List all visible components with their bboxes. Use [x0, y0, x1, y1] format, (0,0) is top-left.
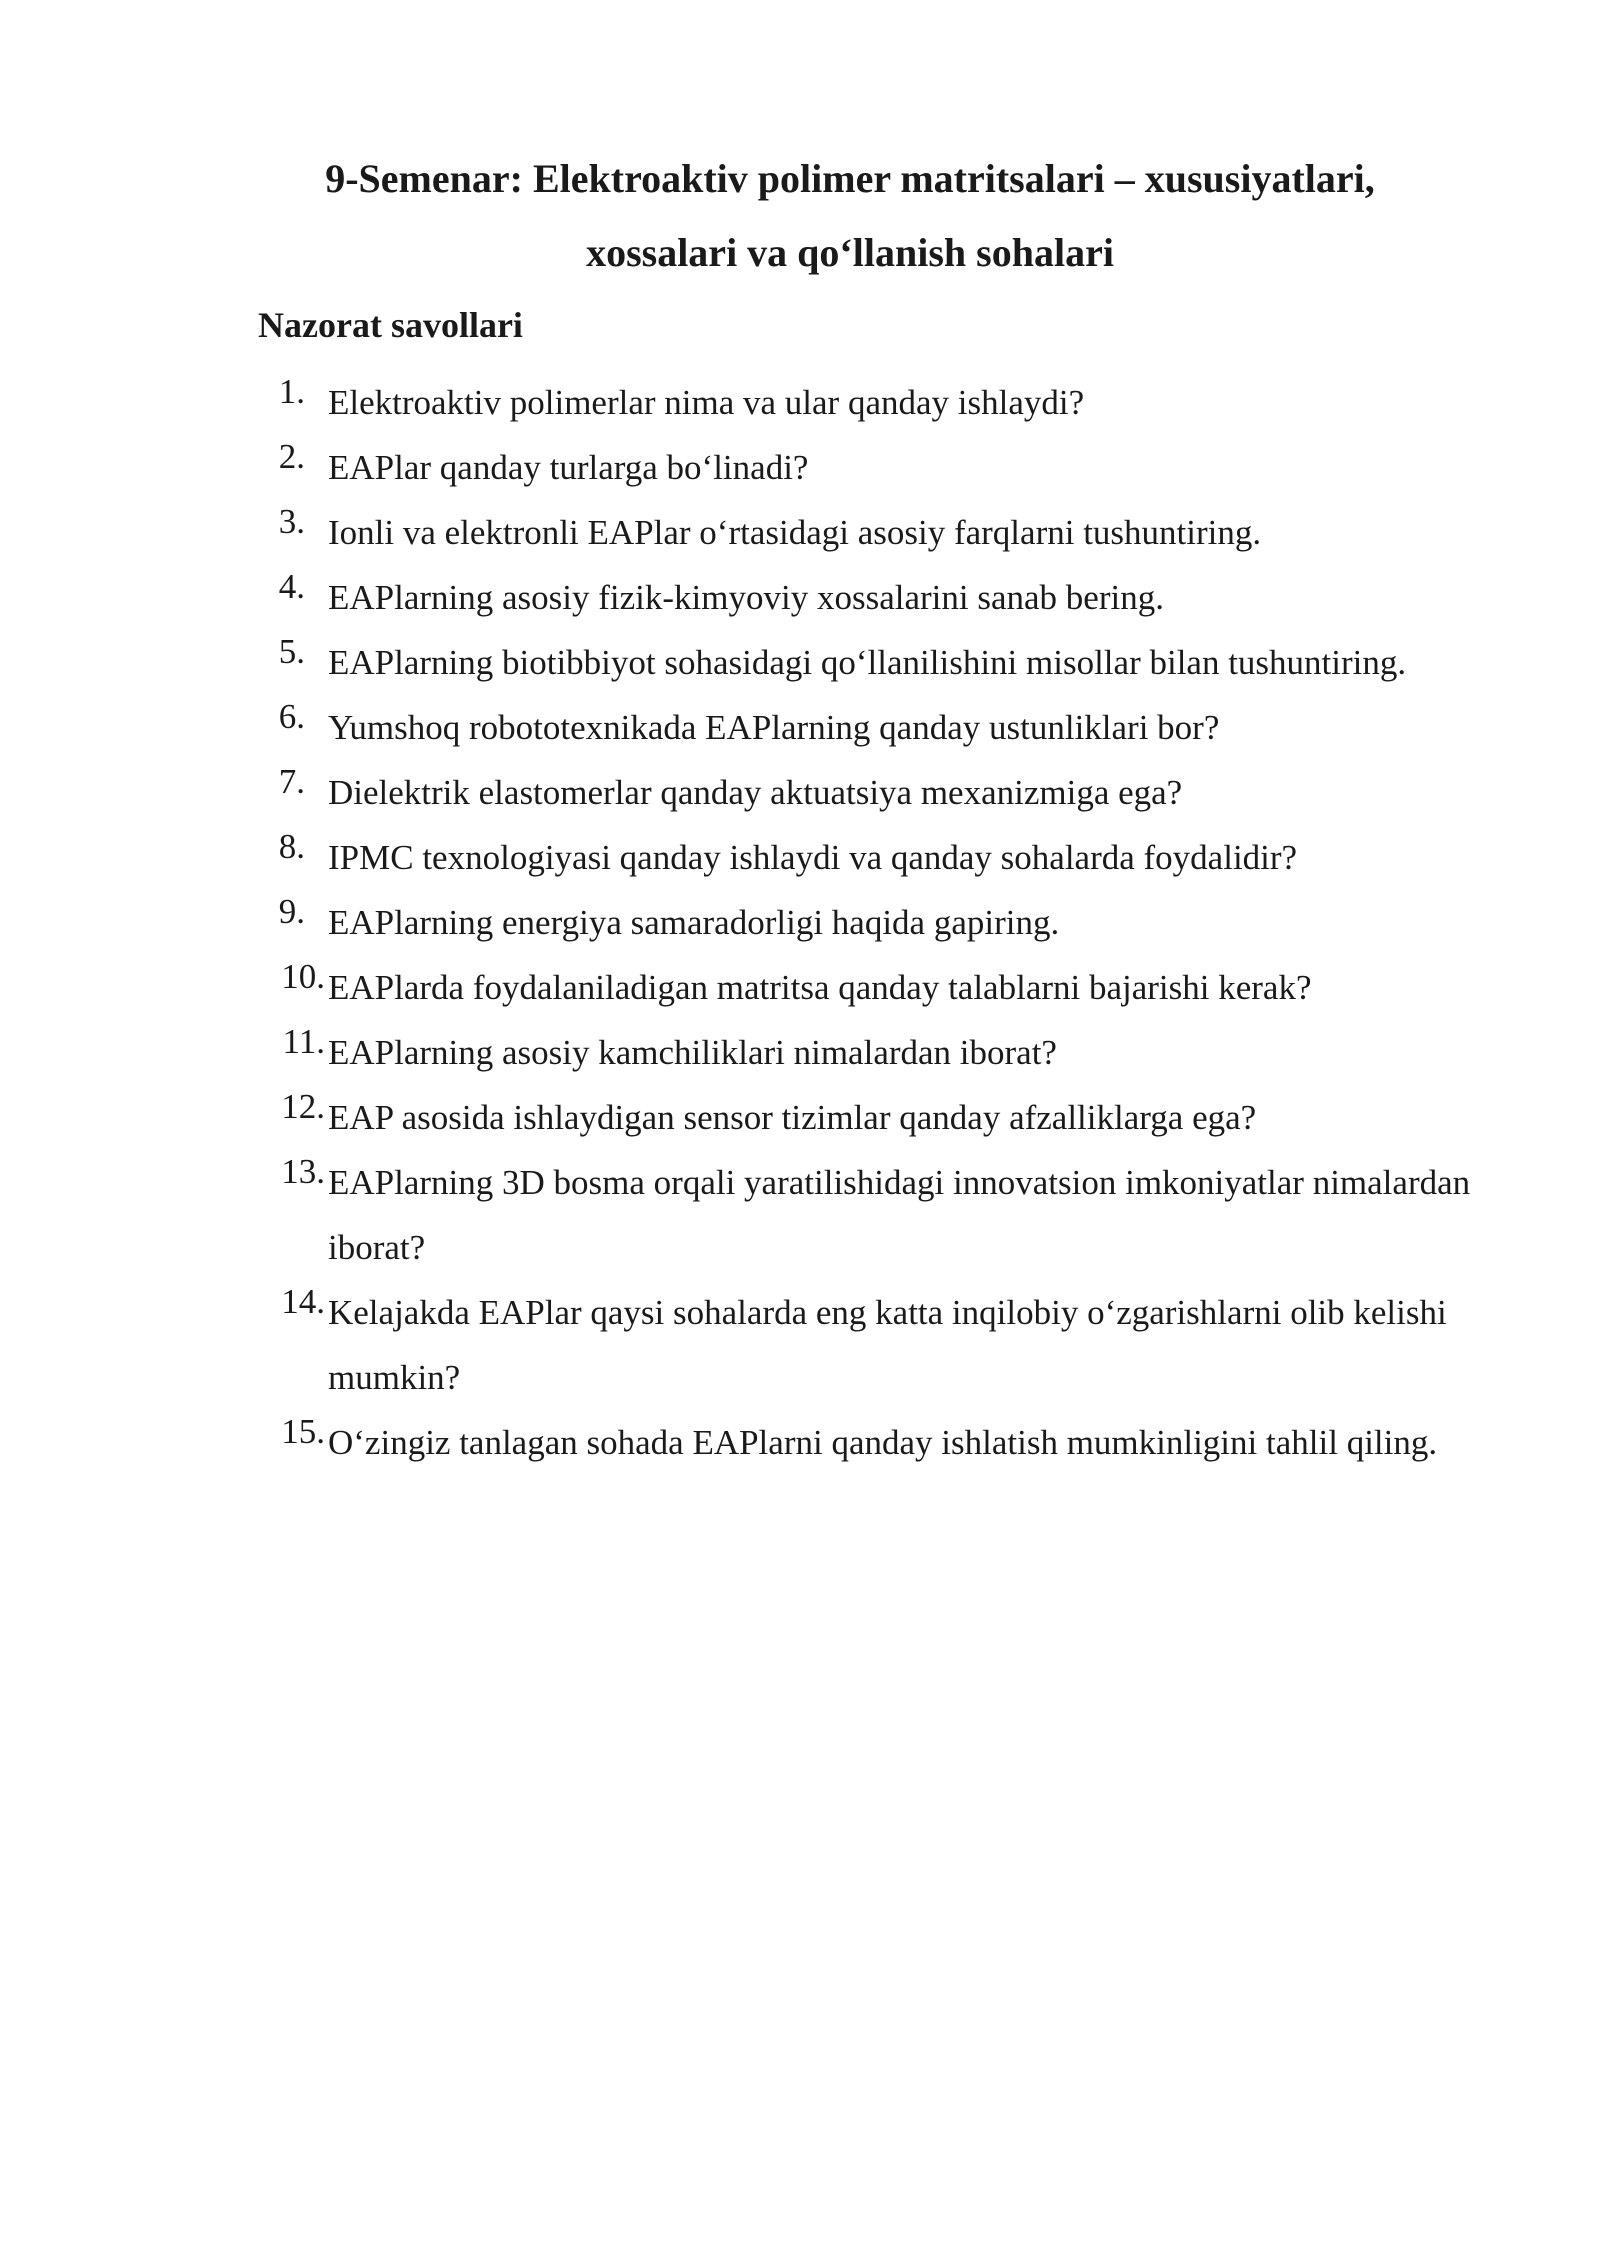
question-number: 3. [278, 502, 305, 541]
page-title-line-1: 9-Semenar: Elektroaktiv polimer matritsalari – xususiyatlari, [325, 156, 1375, 201]
question-number: 13. [281, 1152, 325, 1191]
question-number: 4. [278, 567, 305, 606]
question-text: Kelajakda EAPlar qaysi sohalarda eng katta inqilobiy o‘zgarishlarni olib kelishi mumkin? [328, 1293, 1447, 1397]
question-text: EAPlarning 3D bosma orqali yaratilishidagi innovatsion imkoniyatlar nimalardan iborat? [328, 1163, 1471, 1267]
question-text: EAPlarning asosiy fizik-kimyoviy xossalarini sanab bering. [328, 578, 1164, 617]
question-text: EAPlarning biotibbiyot sohasidagi qo‘llanilishini misollar bilan tushuntiring. [328, 643, 1407, 682]
question-number: 11. [282, 1022, 325, 1061]
question-number: 7. [278, 762, 305, 801]
page-title-line-2: xossalari va qo‘llanish sohalari [586, 230, 1114, 275]
question-text: EAPlar qanday turlarga bo‘linadi? [328, 448, 809, 487]
question-text: EAPlarda foydalaniladigan matritsa qanday talablarni bajarishi kerak? [328, 968, 1312, 1007]
question-number: 2. [278, 437, 305, 476]
question-number: 9. [278, 892, 305, 931]
question-number: 8. [278, 827, 305, 866]
question-number: 12. [281, 1087, 325, 1126]
question-number: 10. [281, 957, 325, 996]
question-text: Elektroaktiv polimerlar nima va ular qanday ishlaydi? [328, 383, 1085, 422]
question-text: EAPlarning asosiy kamchiliklari nimalardan iborat? [328, 1033, 1057, 1072]
question-text: O‘zingiz tanlagan sohada EAPlarni qanday ishlatish mumkinligini tahlil qiling. [328, 1423, 1438, 1462]
question-number: 15. [281, 1412, 325, 1451]
question-text: Yumshoq robototexnikada EAPlarning qanday ustunliklari bor? [328, 708, 1220, 747]
question-text: EAPlarning energiya samaradorligi haqida gapiring. [328, 903, 1060, 942]
question-text: EAP asosida ishlaydigan sensor tizimlar qanday afzalliklarga ega? [328, 1098, 1257, 1137]
question-text: Ionli va elektronli EAPlar o‘rtasidagi asosiy farqlarni tushuntiring. [328, 513, 1262, 552]
question-number: 14. [281, 1282, 325, 1321]
question-number: 6. [278, 697, 305, 736]
question-text: IPMC texnologiyasi qanday ishlaydi va qanday sohalarda foydalidir? [328, 838, 1298, 877]
section-heading: Nazorat savollari [258, 305, 523, 345]
question-number: 5. [278, 632, 305, 671]
question-text: Dielektrik elastomerlar qanday aktuatsiya mexanizmiga ega? [328, 773, 1183, 812]
question-number: 1. [278, 372, 305, 411]
